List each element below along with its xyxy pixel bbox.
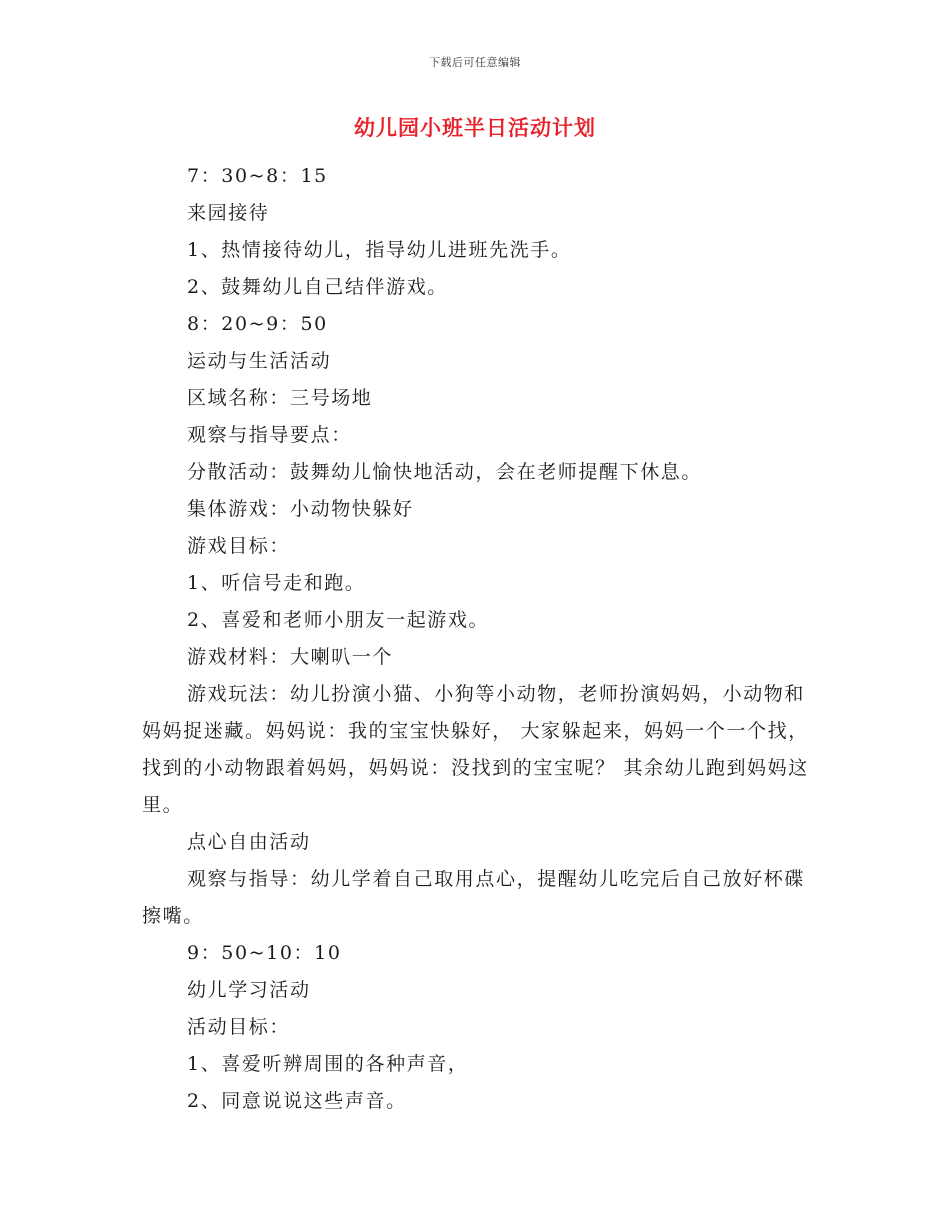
text-line: 2、同意说说这些声音。 — [187, 1090, 407, 1112]
text-line: 观察与指导要点： — [187, 424, 352, 446]
text-line: 游戏材料：大喇叭一个 — [187, 646, 394, 668]
text-paragraph: 游戏玩法：幼儿扮演小猫、小狗等小动物，老师扮演妈妈，小动物和妈妈捉迷藏。妈妈说：我的宝宝快躲好， 大家躲起来，妈妈一个一个找，找到的小动物跟着妈妈，妈妈说：没找到的宝宝呢？ 其余幼儿跑到妈妈这里。 — [142, 683, 809, 816]
header-note: 下载后可任意编辑 — [429, 56, 521, 69]
document-body — [142, 158, 812, 1120]
text-line: 运动与生活活动 — [187, 350, 332, 372]
text-line: 点心自由活动 — [187, 831, 311, 853]
text-line: 游戏目标： — [187, 535, 291, 557]
text-line: 幼儿学习活动 — [187, 979, 311, 1001]
text-line: 9：50~10：10 — [187, 942, 342, 964]
text-paragraph: 观察与指导：幼儿学着自己取用点心，提醒幼儿吃完后自己放好杯碟擦嘴。 — [142, 868, 806, 927]
text-line: 1、热情接待幼儿，指导幼儿进班先洗手。 — [187, 239, 572, 261]
text-line: 2、喜爱和老师小朋友一起游戏。 — [187, 609, 490, 631]
text-line: 活动目标： — [187, 1016, 291, 1038]
text-line: 1、听信号走和跑。 — [187, 572, 366, 594]
document-title: 幼儿园小班半日活动计划 — [354, 115, 596, 140]
text-line: 8：20~9：50 — [187, 313, 328, 335]
text-line: 2、鼓舞幼儿自己结伴游戏。 — [187, 276, 448, 298]
text-line: 1、喜爱听辨周围的各种声音， — [187, 1053, 469, 1075]
text-line: 集体游戏：小动物快躲好 — [187, 498, 414, 520]
text-line: 7：30~8：15 — [187, 165, 328, 187]
text-line: 分散活动：鼓舞幼儿愉快地活动，会在老师提醒下休息。 — [187, 461, 703, 483]
text-line: 来园接待 — [187, 202, 270, 224]
text-line: 区域名称：三号场地 — [187, 387, 373, 409]
